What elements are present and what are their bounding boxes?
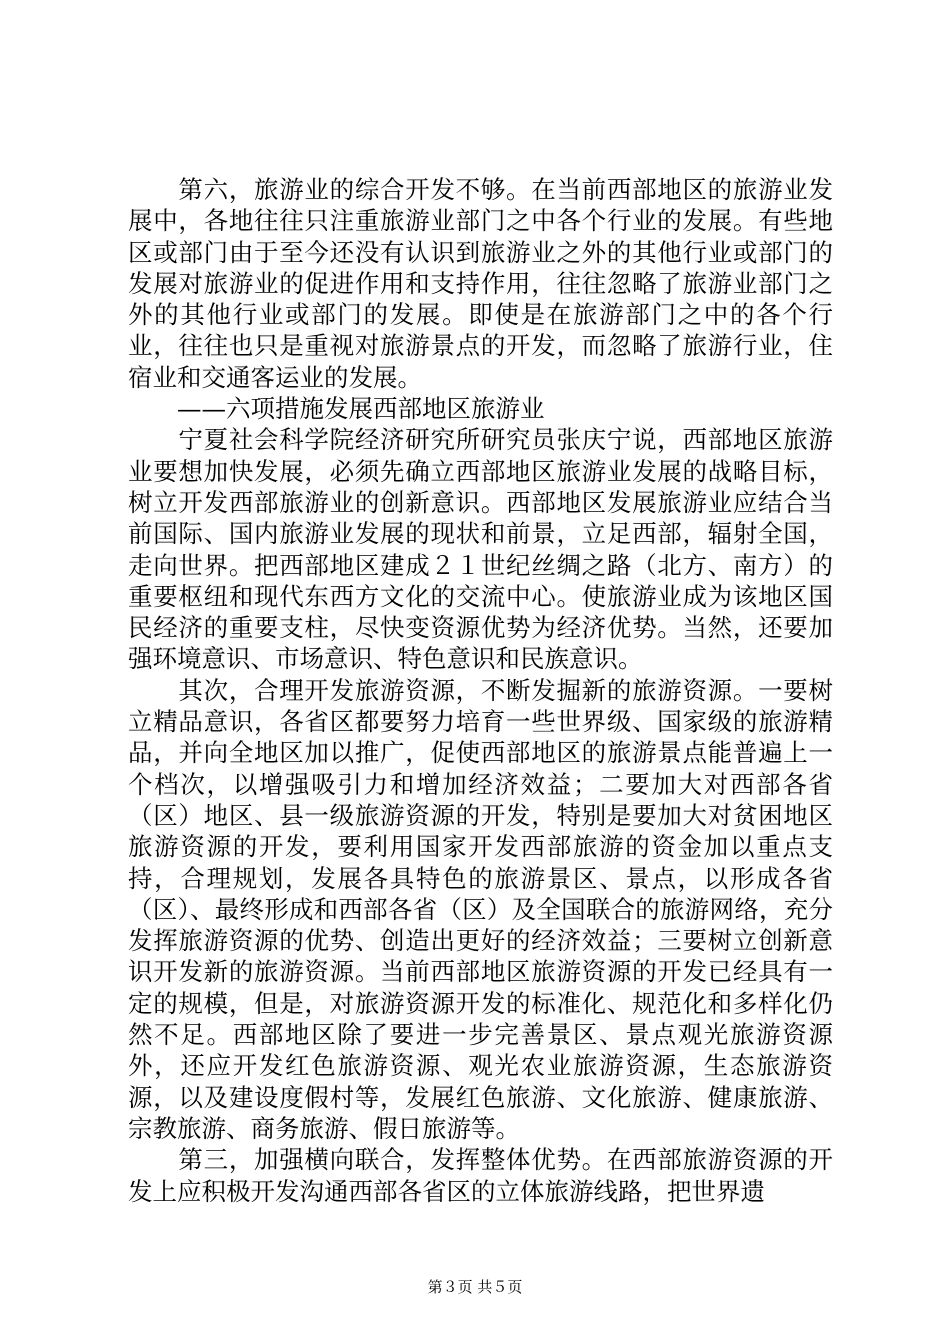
- document-body: [128, 174, 833, 1207]
- page-number-footer: 第３页 共５页: [427, 1278, 523, 1296]
- paragraph-horizontal-cooperation: 第三，加强横向联合，发挥整体优势。在西部旅游资源的开发上应积极开发沟通西部各省区的立体旅游线路，把世界遗: [128, 1145, 833, 1206]
- section-heading: ——六项措施发展西部地区旅游业: [128, 394, 545, 424]
- paragraph-strategic-goals: 宁夏社会科学院经济研究所研究员张庆宁说，西部地区旅游业要想加快发展，必须先确立西部地区旅游业发展的战略目标，树立开发西部旅游业的创新意识。西部地区发展旅游业应结合当前国际、国内旅游业发展的现状和前景，立足西部，辐射全国，走向世界。把西部地区建成２１世纪丝绸之路（北方、南方）的重要枢纽和现代东西方文化的交流中心。使旅游业成为该地区国民经济的重要支柱，尽快变资源优势为经济优势。当然，还要加强环境意识、市场意识、特色意识和民族意识。: [128, 425, 833, 674]
- paragraph-tourism-development-issue: 第六，旅游业的综合开发不够。在当前西部地区的旅游业发展中，各地往往只注重旅游业部门之中各个行业的发展。有些地区或部门由于至今还没有认识到旅游业之外的其他行业或部门的发展对旅游业的促进作用和支持作用，往往忽略了旅游业部门之外的其他行业或部门的发展。即使是在旅游部门之中的各个行业，往往也只是重视对旅游景点的开发，而忽略了旅游行业，住宿业和交通客运业的发展。: [128, 175, 833, 392]
- paragraph-resource-development: 其次，合理开发旅游资源，不断发掘新的旅游资源。一要树立精品意识，各省区都要努力培育一些世界级、国家级的旅游精品，并向全地区加以推广，促使西部地区的旅游景点能普遍上一个档次，以增强吸引力和增加经济效益；二要加大对西部各省（区）地区、县一级旅游资源的开发，特别是要加大对贫困地区旅游资源的开发，要利用国家开发西部旅游的资金加以重点支持，合理规划，发展各具特色的旅游景区、景点，以形成各省（区）、最终形成和西部各省（区）及全国联合的旅游网络，充分发挥旅游资源的优势、创造出更好的经济效益；三要树立创新意识开发新的旅游资源。当前西部地区旅游资源的开发已经具有一定的规模，但是，对旅游资源开发的标准化、规范化和多样化仍然不足。西部地区除了要进一步完善景区、景点观光旅游资源外，还应开发红色旅游资源、观光农业旅游资源，生态旅游资源，以及建设度假村等，发展红色旅游、文化旅游、健康旅游、宗教旅游、商务旅游、假日旅游等。: [128, 675, 833, 1143]
